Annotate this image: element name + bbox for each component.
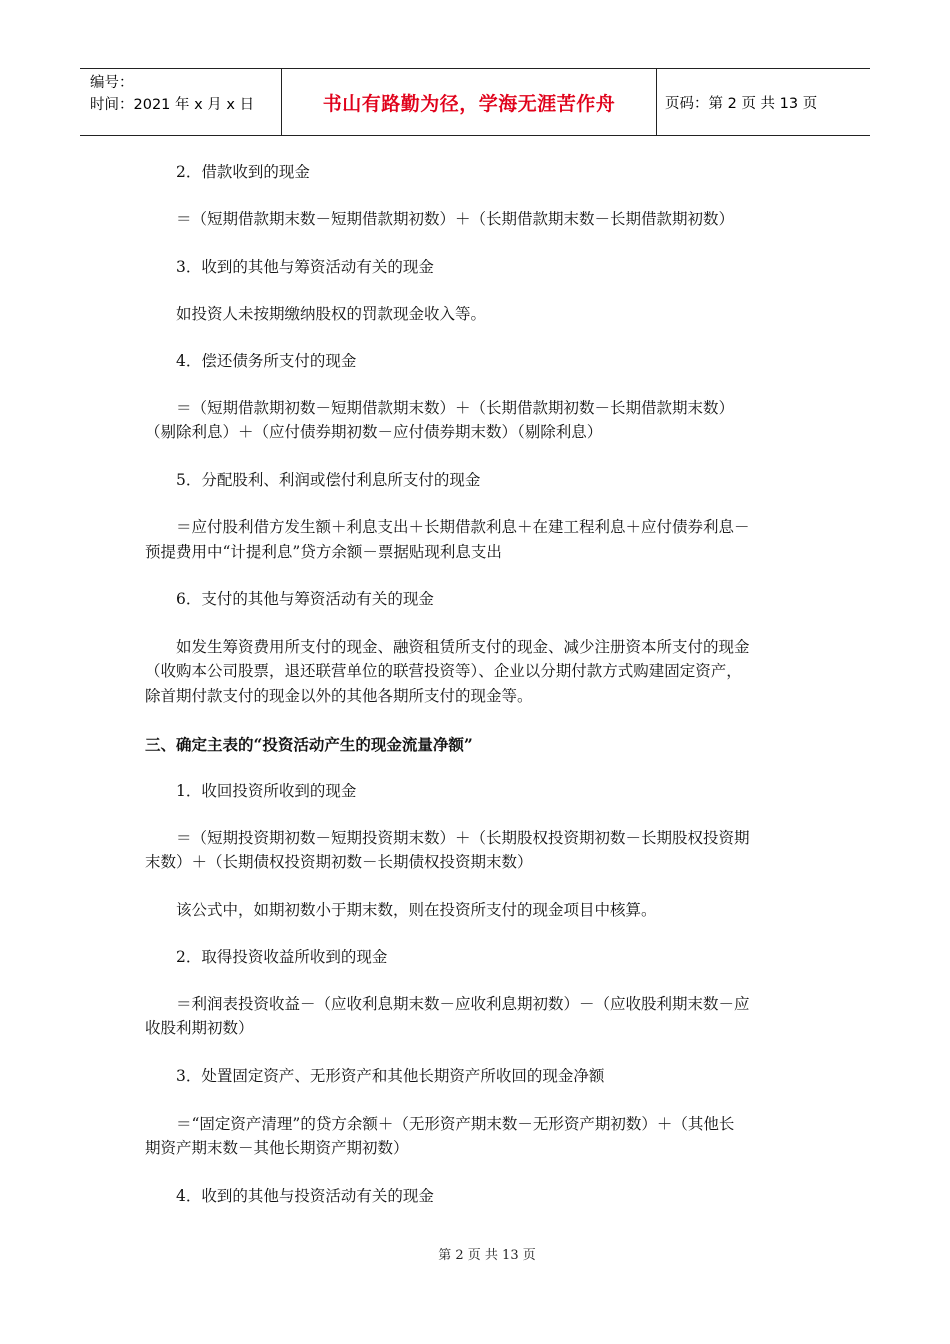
formula-line: 预提费用中“计提利息”贷方余额－票据贴现利息支出 (145, 543, 502, 561)
heading-item: 4．收到的其他与投资活动有关的现金 (176, 1187, 434, 1205)
document-date-label: 时间：2021 年 x 月 x 日 (90, 97, 255, 113)
formula-line: （剔除利息）＋（应付债券期初数－应付债券期末数）（剔除利息） (145, 423, 603, 441)
body-line: 该公式中，如期初数小于期末数，则在投资所支付的现金项目中核算。 (176, 901, 657, 919)
document-number-label: 编号： (90, 75, 134, 91)
formula-line: ＝应付股利借方发生额＋利息支出＋长期借款利息＋在建工程利息＋应付债券利息－ (176, 518, 750, 536)
body-line: 如发生筹资费用所支付的现金、融资租赁所支付的现金、减少注册资本所支付的现金 (176, 638, 750, 656)
heading-item: 5．分配股利、利润或偿付利息所支付的现金 (176, 471, 481, 489)
formula-line: ＝利润表投资收益－（应收利息期末数－应收利息期初数）－（应收股利期末数－应 (176, 995, 750, 1013)
formula-line: 末数）＋（长期债权投资期初数－长期债权投资期末数） (145, 853, 533, 871)
formula-line: ＝（短期借款期末数－短期借款期初数）＋（长期借款期末数－长期借款期初数） (176, 210, 735, 228)
formula-line: ＝（短期投资期初数－短期投资期末数）＋（长期股权投资期初数－长期股权投资期 (176, 829, 750, 847)
heading-item: 1．收回投资所收到的现金 (176, 782, 357, 800)
heading-item: 6．支付的其他与筹资活动有关的现金 (176, 590, 434, 608)
heading-item: 2．借款收到的现金 (176, 163, 310, 181)
header-meta (80, 69, 282, 135)
heading-item: 4．偿还债务所支付的现金 (176, 352, 357, 370)
formula-line: 期资产期末数－其他长期资产期初数） (145, 1139, 409, 1157)
formula-line: ＝（短期借款期初数－短期借款期末数）＋（长期借款期初数－长期借款期末数） (176, 399, 735, 417)
heading-item: 3．处置固定资产、无形资产和其他长期资产所收回的现金净额 (176, 1067, 605, 1085)
body-line: 如投资人未按期缴纳股权的罚款现金收入等。 (176, 305, 487, 323)
page-header (80, 68, 870, 136)
section-heading: 三、确定主表的“投资活动产生的现金流量净额” (145, 735, 473, 754)
page-footer: 第 2 页 共 13 页 (438, 1248, 536, 1263)
body-line: 除首期付款支付的现金以外的其他各期所支付的现金等。 (145, 687, 533, 705)
header-motto: 书山有路勤为径，学海无涯苦作舟 (282, 69, 657, 135)
body-line: （收购本公司股票，退还联营单位的联营投资等）、企业以分期付款方式购建固定资产， (145, 662, 742, 680)
formula-line: 收股利期初数） (145, 1019, 254, 1037)
header-page-label: 页码：第 2 页 共 13 页 (665, 95, 818, 112)
heading-item: 3．收到的其他与筹资活动有关的现金 (176, 258, 434, 276)
heading-item: 2．取得投资收益所收到的现金 (176, 948, 388, 966)
formula-line: ＝“固定资产清理”的贷方余额＋（无形资产期末数－无形资产期初数）＋（其他长 (176, 1115, 735, 1133)
